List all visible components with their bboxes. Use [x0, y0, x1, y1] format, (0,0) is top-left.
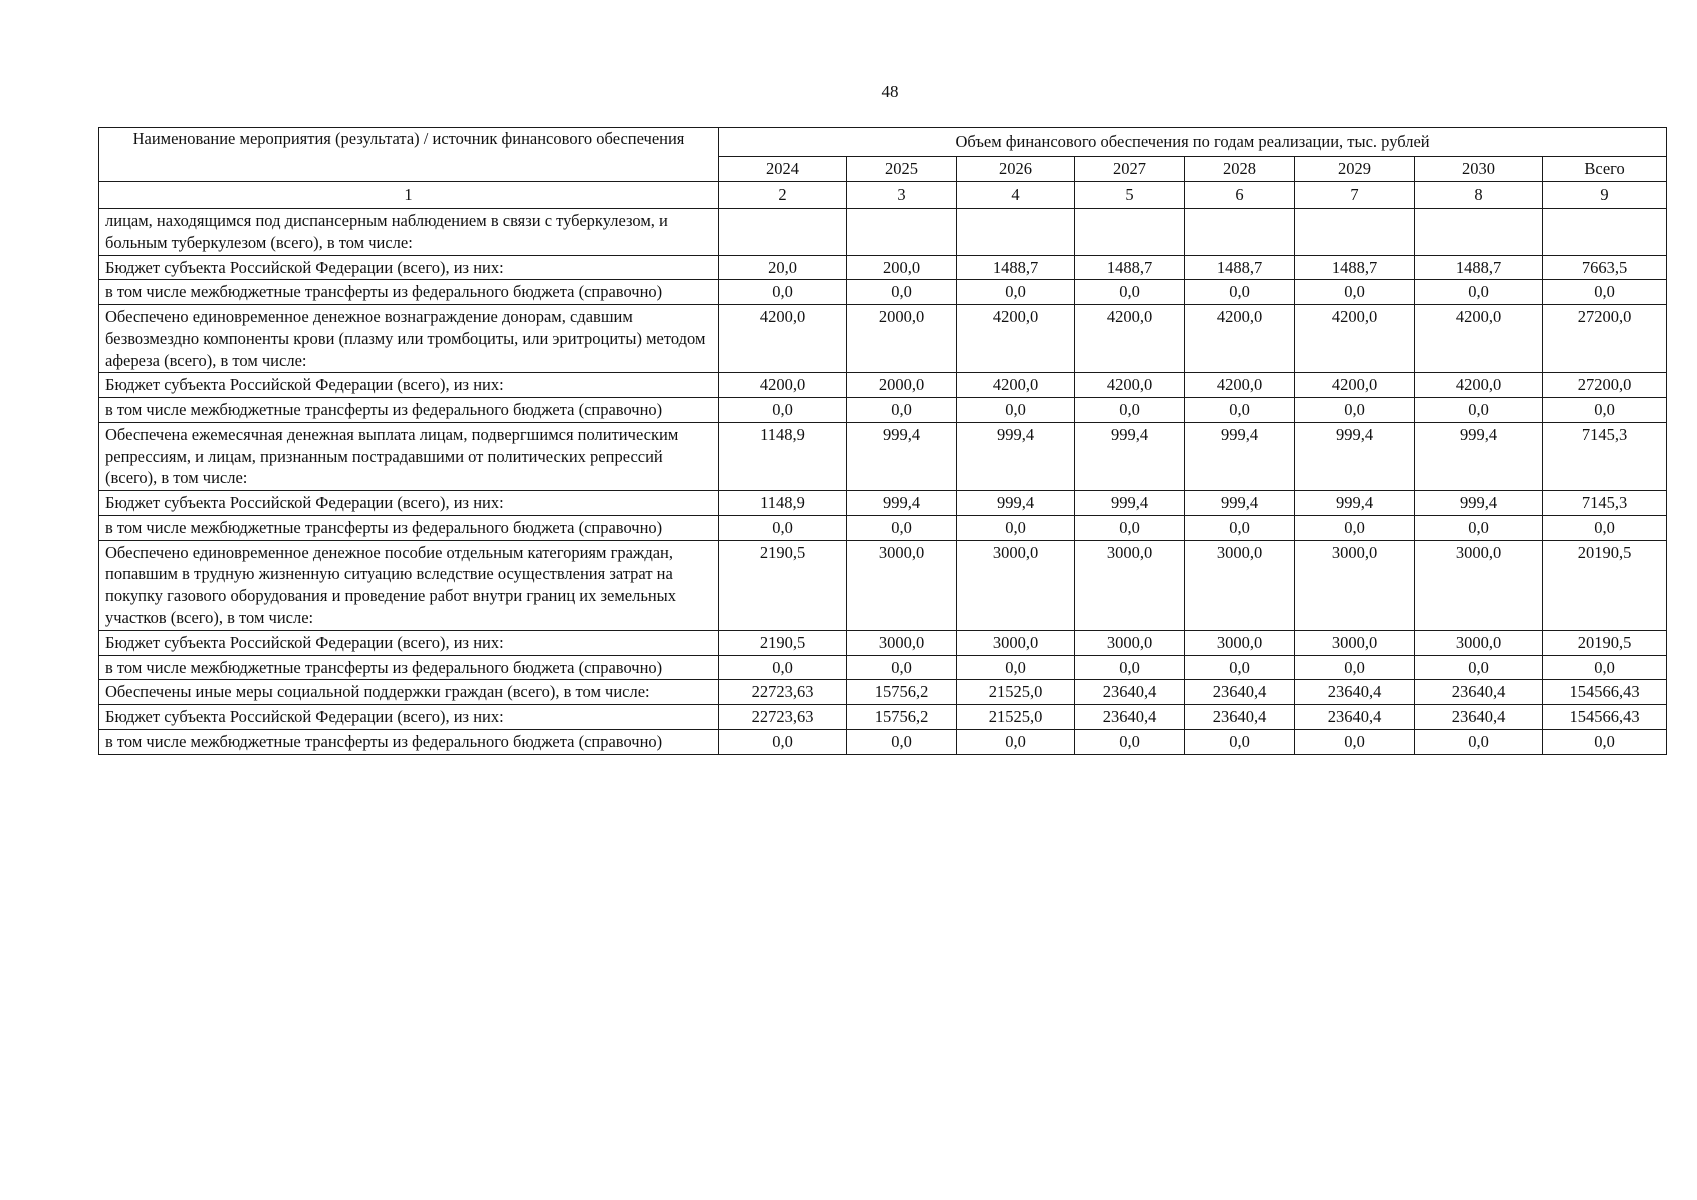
- row-year-value: 0,0: [1075, 515, 1185, 540]
- row-total-value: [1543, 209, 1667, 256]
- row-year-value: 3000,0: [847, 630, 957, 655]
- row-name: Бюджет субъекта Российской Федерации (всего), из них:: [99, 630, 719, 655]
- table-row: [99, 422, 1667, 490]
- row-year-value: 0,0: [1185, 280, 1295, 305]
- row-year-value: 999,4: [1415, 491, 1543, 516]
- row-year-value: 0,0: [847, 729, 957, 754]
- column-number: 1: [99, 182, 719, 209]
- row-year-value: 4200,0: [719, 305, 847, 373]
- row-year-value: [719, 209, 847, 256]
- table-row: [99, 491, 1667, 516]
- table-row: [99, 729, 1667, 754]
- row-name: Обеспечены иные меры социальной поддержки граждан (всего), в том числе:: [99, 680, 719, 705]
- row-name: Обеспечено единовременное денежное вознаграждение донорам, сдавшим безвозмездно компоненты крови (плазму или тромбоциты, или эритроциты) методом афереза (всего), в том числе:: [99, 305, 719, 373]
- table-row: [99, 280, 1667, 305]
- row-year-value: 0,0: [847, 515, 957, 540]
- row-year-value: 999,4: [1185, 491, 1295, 516]
- row-total-value: 0,0: [1543, 729, 1667, 754]
- row-year-value: 20,0: [719, 255, 847, 280]
- row-year-value: 200,0: [847, 255, 957, 280]
- column-number: 2: [719, 182, 847, 209]
- row-year-value: 4200,0: [957, 373, 1075, 398]
- table-row: [99, 630, 1667, 655]
- row-year-value: 4200,0: [1295, 305, 1415, 373]
- row-total-value: 7663,5: [1543, 255, 1667, 280]
- row-year-value: 23640,4: [1415, 705, 1543, 730]
- row-year-value: 999,4: [1415, 422, 1543, 490]
- row-year-value: 4200,0: [1075, 373, 1185, 398]
- row-year-value: 0,0: [1295, 398, 1415, 423]
- row-year-value: 0,0: [1415, 655, 1543, 680]
- row-year-value: 999,4: [847, 422, 957, 490]
- table-row: [99, 255, 1667, 280]
- row-year-value: 3000,0: [1295, 540, 1415, 630]
- row-year-value: 1488,7: [1415, 255, 1543, 280]
- row-year-value: 0,0: [1075, 280, 1185, 305]
- row-year-value: 0,0: [719, 398, 847, 423]
- row-year-value: 0,0: [719, 655, 847, 680]
- page-number: 48: [881, 82, 899, 101]
- column-number: 6: [1185, 182, 1295, 209]
- row-total-value: 20190,5: [1543, 540, 1667, 630]
- row-year-value: 0,0: [1295, 515, 1415, 540]
- row-year-value: 0,0: [719, 729, 847, 754]
- row-total-value: 27200,0: [1543, 305, 1667, 373]
- column-number: 4: [957, 182, 1075, 209]
- table-row: [99, 540, 1667, 630]
- row-year-value: 3000,0: [1185, 540, 1295, 630]
- row-year-value: 3000,0: [957, 540, 1075, 630]
- row-year-value: 23640,4: [1185, 680, 1295, 705]
- header-total: Всего: [1543, 157, 1667, 182]
- row-year-value: [1185, 209, 1295, 256]
- row-year-value: 999,4: [957, 491, 1075, 516]
- row-year-value: 3000,0: [1075, 630, 1185, 655]
- row-year-value: 0,0: [1415, 515, 1543, 540]
- row-year-value: 4200,0: [1415, 373, 1543, 398]
- row-year-value: 0,0: [1295, 729, 1415, 754]
- row-year-value: 0,0: [1075, 729, 1185, 754]
- row-year-value: 0,0: [1415, 729, 1543, 754]
- table-row: [99, 705, 1667, 730]
- header-year: 2025: [847, 157, 957, 182]
- row-name: Бюджет субъекта Российской Федерации (всего), из них:: [99, 705, 719, 730]
- row-total-value: 7145,3: [1543, 491, 1667, 516]
- row-year-value: 4200,0: [1185, 373, 1295, 398]
- column-number: 9: [1543, 182, 1667, 209]
- row-total-value: 0,0: [1543, 398, 1667, 423]
- row-name: лицам, находящимся под диспансерным наблюдением в связи с туберкулезом, и больным туберкулезом (всего), в том числе:: [99, 209, 719, 256]
- row-year-value: 0,0: [847, 655, 957, 680]
- row-name: в том числе межбюджетные трансферты из федерального бюджета (справочно): [99, 280, 719, 305]
- row-year-value: 0,0: [957, 398, 1075, 423]
- row-year-value: 0,0: [957, 280, 1075, 305]
- row-name: Обеспечена ежемесячная денежная выплата лицам, подвергшимся политическим репрессиям, и лицам, признанным пострадавшими от политических репрессий (всего), в том числе:: [99, 422, 719, 490]
- financing-table: [98, 127, 1667, 755]
- row-year-value: 4200,0: [1295, 373, 1415, 398]
- column-number: 7: [1295, 182, 1415, 209]
- row-year-value: 22723,63: [719, 705, 847, 730]
- row-year-value: 0,0: [1185, 729, 1295, 754]
- row-year-value: [1415, 209, 1543, 256]
- row-year-value: 0,0: [957, 729, 1075, 754]
- row-name: Обеспечено единовременное денежное пособие отдельным категориям граждан, попавшим в трудную жизненную ситуацию вследствие осуществления затрат на покупку газового оборудования и проведение работ внутри границ их земельных участков (всего), в том числе:: [99, 540, 719, 630]
- row-year-value: 0,0: [1185, 398, 1295, 423]
- row-name: Бюджет субъекта Российской Федерации (всего), из них:: [99, 255, 719, 280]
- row-year-value: 4200,0: [1185, 305, 1295, 373]
- row-year-value: 3000,0: [1075, 540, 1185, 630]
- row-year-value: 15756,2: [847, 680, 957, 705]
- header-year: 2027: [1075, 157, 1185, 182]
- row-year-value: 0,0: [847, 398, 957, 423]
- table-body: [99, 209, 1667, 755]
- row-year-value: 3000,0: [1415, 630, 1543, 655]
- row-name: в том числе межбюджетные трансферты из федерального бюджета (справочно): [99, 398, 719, 423]
- row-total-value: 154566,43: [1543, 680, 1667, 705]
- row-total-value: 0,0: [1543, 655, 1667, 680]
- row-year-value: 0,0: [1295, 280, 1415, 305]
- row-year-value: 22723,63: [719, 680, 847, 705]
- row-year-value: 23640,4: [1415, 680, 1543, 705]
- row-year-value: [1295, 209, 1415, 256]
- row-year-value: 1488,7: [1185, 255, 1295, 280]
- header-name-column: Наименование мероприятия (результата) / источник финансового обеспечения: [99, 128, 719, 182]
- row-year-value: 4200,0: [719, 373, 847, 398]
- row-year-value: 1148,9: [719, 422, 847, 490]
- row-total-value: 20190,5: [1543, 630, 1667, 655]
- row-year-value: 0,0: [1185, 655, 1295, 680]
- row-year-value: 999,4: [1075, 491, 1185, 516]
- row-year-value: 23640,4: [1295, 705, 1415, 730]
- row-year-value: 0,0: [957, 655, 1075, 680]
- row-year-value: 2000,0: [847, 373, 957, 398]
- table-row: [99, 209, 1667, 256]
- header-year: 2026: [957, 157, 1075, 182]
- row-year-value: 999,4: [957, 422, 1075, 490]
- row-year-value: 21525,0: [957, 680, 1075, 705]
- row-year-value: 0,0: [1415, 398, 1543, 423]
- row-year-value: 4200,0: [957, 305, 1075, 373]
- row-year-value: 0,0: [1415, 280, 1543, 305]
- row-year-value: [1075, 209, 1185, 256]
- row-year-value: 0,0: [1075, 398, 1185, 423]
- header-row-column-numbers: [99, 182, 1667, 209]
- row-name: в том числе межбюджетные трансферты из федерального бюджета (справочно): [99, 655, 719, 680]
- row-year-value: 0,0: [957, 515, 1075, 540]
- table-row: [99, 680, 1667, 705]
- column-number: 3: [847, 182, 957, 209]
- row-year-value: 3000,0: [1185, 630, 1295, 655]
- row-year-value: 2190,5: [719, 540, 847, 630]
- column-number: 5: [1075, 182, 1185, 209]
- row-total-value: 0,0: [1543, 515, 1667, 540]
- row-year-value: 1488,7: [1295, 255, 1415, 280]
- row-total-value: 27200,0: [1543, 373, 1667, 398]
- row-year-value: 21525,0: [957, 705, 1075, 730]
- row-year-value: 2000,0: [847, 305, 957, 373]
- row-year-value: 1488,7: [1075, 255, 1185, 280]
- row-year-value: 999,4: [1295, 491, 1415, 516]
- row-year-value: 15756,2: [847, 705, 957, 730]
- row-year-value: [957, 209, 1075, 256]
- header-year: 2029: [1295, 157, 1415, 182]
- row-name: в том числе межбюджетные трансферты из федерального бюджета (справочно): [99, 515, 719, 540]
- row-year-value: 0,0: [719, 280, 847, 305]
- table-row: [99, 398, 1667, 423]
- header-row-title: [99, 128, 1667, 157]
- row-year-value: 3000,0: [957, 630, 1075, 655]
- row-year-value: 0,0: [1295, 655, 1415, 680]
- column-number: 8: [1415, 182, 1543, 209]
- row-year-value: 4200,0: [1075, 305, 1185, 373]
- row-year-value: 2190,5: [719, 630, 847, 655]
- table-row: [99, 305, 1667, 373]
- row-year-value: 999,4: [1075, 422, 1185, 490]
- row-year-value: 23640,4: [1075, 705, 1185, 730]
- header-year: 2024: [719, 157, 847, 182]
- row-year-value: 999,4: [847, 491, 957, 516]
- row-total-value: 0,0: [1543, 280, 1667, 305]
- row-year-value: 23640,4: [1075, 680, 1185, 705]
- row-year-value: 1148,9: [719, 491, 847, 516]
- row-name: Бюджет субъекта Российской Федерации (всего), из них:: [99, 373, 719, 398]
- row-year-value: 3000,0: [847, 540, 957, 630]
- table-row: [99, 373, 1667, 398]
- table-row: [99, 515, 1667, 540]
- row-total-value: 154566,43: [1543, 705, 1667, 730]
- row-name: в том числе межбюджетные трансферты из федерального бюджета (справочно): [99, 729, 719, 754]
- row-year-value: 3000,0: [1415, 540, 1543, 630]
- table-row: [99, 655, 1667, 680]
- row-year-value: 0,0: [1075, 655, 1185, 680]
- header-volume-title: Объем финансового обеспечения по годам реализации, тыс. рублей: [719, 128, 1667, 157]
- header-year: 2030: [1415, 157, 1543, 182]
- row-year-value: 23640,4: [1295, 680, 1415, 705]
- header-year: 2028: [1185, 157, 1295, 182]
- row-name: Бюджет субъекта Российской Федерации (всего), из них:: [99, 491, 719, 516]
- row-year-value: 999,4: [1185, 422, 1295, 490]
- row-year-value: 1488,7: [957, 255, 1075, 280]
- row-year-value: 4200,0: [1415, 305, 1543, 373]
- row-year-value: 3000,0: [1295, 630, 1415, 655]
- row-year-value: 0,0: [719, 515, 847, 540]
- row-year-value: 0,0: [1185, 515, 1295, 540]
- row-year-value: 0,0: [847, 280, 957, 305]
- row-year-value: 999,4: [1295, 422, 1415, 490]
- row-year-value: [847, 209, 957, 256]
- row-year-value: 23640,4: [1185, 705, 1295, 730]
- row-total-value: 7145,3: [1543, 422, 1667, 490]
